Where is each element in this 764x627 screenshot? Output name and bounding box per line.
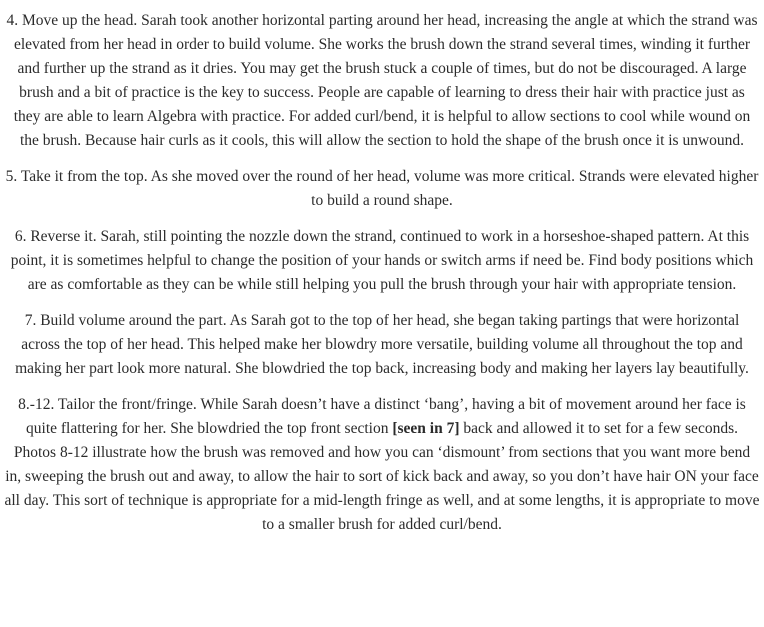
step-4-paragraph — [4, 9, 760, 153]
step-6-paragraph — [4, 225, 760, 297]
photo-reference-bold: [seen in 7] — [392, 420, 460, 437]
step-7-paragraph — [4, 309, 760, 381]
step-5-paragraph — [4, 165, 760, 213]
step-8-12-paragraph — [4, 393, 760, 537]
step-5-text: 5. Take it from the top. As she moved over the round of her head, volume was more critical. Strands were elevated higher to build a round shape. — [5, 168, 759, 209]
step-8-12-text-start: 8.-12. Tailor the front/fringe. While Sarah doesn’t have a distinct ‘bang’, having a bit of movement around her face is quite flattering for her. She blowdried the top front section — [18, 396, 746, 437]
step-8-12-text-end: back and allowed it to set for a few seconds. Photos 8-12 illustrate how the brush was removed and how you can ‘dismount’ from sections that you want more bend in, sweeping the brush out and away, to allow the hair to sort of kick back and away, so you don’t have hair ON your face all day. This sort of technique is appropriate for a mid-length fringe as well, and at some lengths, it is appropriate to move to a smaller brush for added curl/bend. — [4, 420, 760, 533]
step-6-text: 6. Reverse it. Sarah, still pointing the nozzle down the strand, continued to work in a horseshoe-shaped pattern. At this point, it is sometimes helpful to change the position of your hands or switch arms if need be. Find body positions which are as comfortable as they can be while still helping you pull the brush through your hair with appropriate tension. — [10, 228, 754, 293]
step-7-text: 7. Build volume around the part. As Sarah got to the top of her head, she began taking partings that were horizontal across the top of her head. This helped make her blowdry more versatile, building volume all throughout the top and making her part look more natural. She blowdried the top back, increasing body and making her layers lay beautifully. — [15, 312, 749, 377]
step-4-text: 4. Move up the head. Sarah took another horizontal parting around her head, increasing the angle at which the strand was elevated from her head in order to build volume. She works the brush down the strand several times, winding it further and further up the strand as it dries. You may get the brush stuck a couple of times, but do not be discouraged. A large brush and a bit of practice is the key to success. People are capable of learning to dress their hair with practice just as they are able to learn Algebra with practice. For added curl/bend, it is helpful to allow sections to cool while wound on the brush. Because hair curls as it cools, this will allow the section to hold the shape of the brush once it is unwound. — [6, 12, 758, 149]
